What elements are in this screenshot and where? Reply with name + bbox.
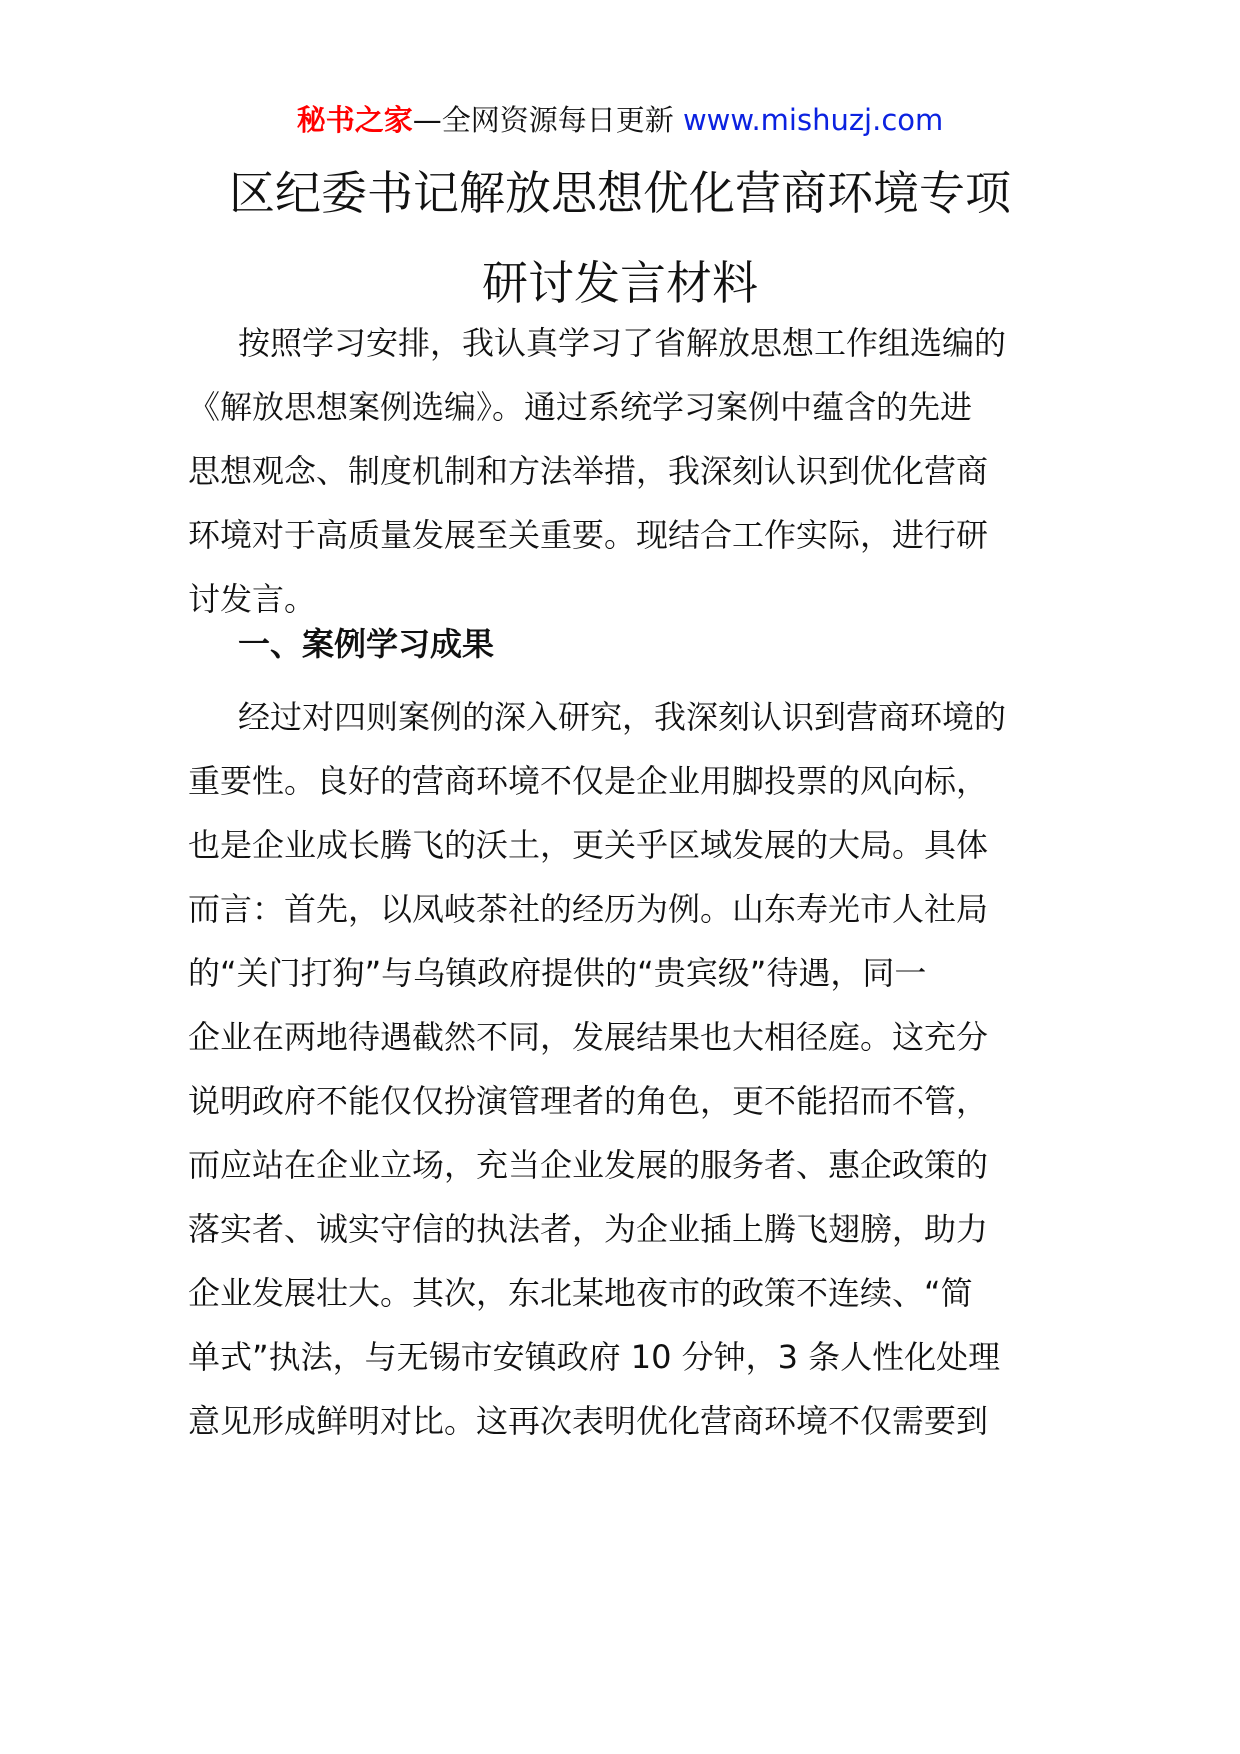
paragraph-line: 落实者、诚实守信的执法者，为企业插上腾飞翅膀，助力 (188, 1210, 989, 1248)
paragraph-line: 经过对四则案例的深入研究，我深刻认识到营商环境的 (238, 698, 1007, 736)
section-heading: 一、案例学习成果 (238, 625, 495, 663)
site-header (0, 100, 1240, 140)
paragraph-line: 思想观念、制度机制和方法举措，我深刻认识到优化营商 (188, 452, 989, 490)
section-1-paragraph (188, 685, 1048, 1453)
document-title-line-2: 研讨发言材料 (482, 256, 758, 310)
paragraph-line: 《解放思想案例选编》。通过系统学习案例中蕴含的先进 (188, 388, 973, 426)
paragraph-line: 讨发言。 (188, 580, 317, 618)
brand-name: 秘书之家 (296, 103, 413, 137)
paragraph-line: 单式”执法，与无锡市安镇政府 10 分钟，3 条人性化处理 (188, 1338, 1001, 1376)
paragraph-line: 企业发展壮大。其次，东北某地夜市的政策不连续、“简 (188, 1274, 973, 1312)
paragraph-line: 意见形成鲜明对比。这再次表明优化营商环境不仅需要到 (188, 1402, 989, 1440)
paragraph-line: 重要性。良好的营商环境不仅是企业用脚投票的风向标， (188, 762, 989, 800)
paragraph-line: 而应站在企业立场，充当企业发展的服务者、惠企政策的 (188, 1146, 989, 1184)
document-title-line-1: 区纪委书记解放思想优化营商环境专项 (229, 166, 1011, 220)
intro-paragraph (188, 311, 1048, 631)
paragraph-line: 也是企业成长腾飞的沃土，更关乎区域发展的大局。具体 (188, 826, 989, 864)
paragraph-line: 按照学习安排，我认真学习了省解放思想工作组选编的 (238, 324, 1007, 362)
paragraph-line: 说明政府不能仅仅扮演管理者的角色，更不能招而不管， (188, 1082, 989, 1120)
site-url-link[interactable]: www.mishuzj.com (682, 103, 944, 137)
paragraph-line: 而言：首先，以凤岐茶社的经历为例。山东寿光市人社局 (188, 890, 989, 928)
site-slogan: —全网资源每日更新 (412, 103, 674, 137)
paragraph-line: 企业在两地待遇截然不同，发展结果也大相径庭。这充分 (188, 1018, 989, 1056)
paragraph-line: 环境对于高质量发展至关重要。现结合工作实际，进行研 (188, 516, 989, 554)
section-1-heading-block (188, 612, 1048, 676)
paragraph-line: 的“关门打狗”与乌镇政府提供的“贵宾级”待遇，同一 (188, 954, 927, 992)
